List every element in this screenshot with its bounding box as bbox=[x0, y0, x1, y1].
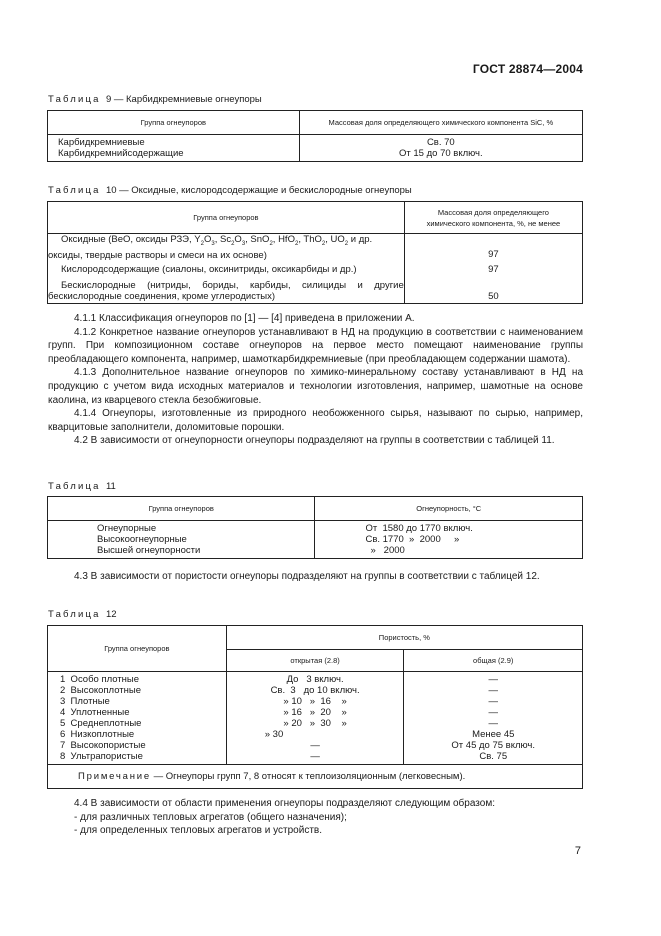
table9-caption bbox=[48, 94, 262, 105]
table11-caption bbox=[48, 481, 116, 492]
table10-row-oxygenfree: Бескислородные (нитриды, бориды, карбиды, силициды и другие бескислородные соединения, кроме углеродистых) bbox=[48, 280, 404, 303]
table12-row-group: 1 Особо плотные bbox=[48, 672, 227, 686]
document-id: ГОСТ 28874—2004 bbox=[472, 62, 583, 76]
table9-label: Таблица bbox=[48, 94, 101, 105]
table11 bbox=[47, 496, 583, 559]
table12-note bbox=[48, 764, 583, 788]
paragraph-4-4: 4.4 В зависимости от области применения огнеупоры подразделяют следующим образом: bbox=[74, 798, 495, 809]
paragraph-4-1-1: 4.1.1 Классификация огнеупоров по [1] — [4] приведена в приложении А. bbox=[74, 313, 415, 324]
section-4-3 bbox=[48, 570, 583, 584]
table12-header-porosity: Пористость, % bbox=[226, 626, 582, 650]
table12-row-open: » 20 » 30 » bbox=[226, 718, 404, 729]
section-4-4 bbox=[48, 797, 583, 838]
table10-row-value: 97 bbox=[404, 261, 582, 279]
table12-row-total: Св. 75 bbox=[404, 751, 583, 764]
paragraph-4-3: 4.3 В зависимости от пористости огнеупоры подразделяют на группы в соответствии с таблицей 12. bbox=[74, 571, 540, 582]
table12-row-total: — bbox=[404, 696, 583, 707]
table12-row-open: » 30 bbox=[226, 729, 404, 740]
paragraph-4-1-3: 4.1.3 Дополнительное название огнеупоров по химико-минеральному составу устанавливают в НД на продукцию с учетом вида исходных материалов и технологии изготовления, например, шамотные на основе каолина, из кварцевого стекла безобжиговые. bbox=[48, 367, 583, 406]
table11-row-group: Высокоогнеупорные bbox=[48, 534, 315, 545]
list-item: - для различных тепловых агрегатов (общего назначения); bbox=[74, 811, 347, 823]
table10-row-value: 97 bbox=[404, 234, 582, 261]
table9-header-group: Группа огнеупоров bbox=[48, 111, 300, 135]
table11-header-group: Группа огнеупоров bbox=[48, 497, 315, 521]
paragraph-4-1-2: 4.1.2 Конкретное название огнеупоров устанавливают в НД на продукцию в соответствии с наименованием групп. При композиционном составе огнеупоров на первое место помещают наименование группы преобладающего компонента, например, шамоткарбидкремниевые (при преобладающем содержании шамота). bbox=[48, 326, 583, 365]
table10-header-share: Массовая доля определяющего химического компонента, %, не менее bbox=[404, 202, 582, 234]
table11-row-value: Св. 1770 » 2000 » bbox=[315, 534, 583, 545]
table12-row-open: » 16 » 20 » bbox=[226, 707, 404, 718]
section-4-1 bbox=[48, 312, 583, 448]
paragraph-4-1-4: 4.1.4 Огнеупоры, изготовленные из природного необожженного сырья, называют по сырью, например, кварцитовые заполнители, доломитовые порошки. bbox=[48, 408, 583, 433]
table12-row-total: От 45 до 75 включ. bbox=[404, 740, 583, 751]
table12-row-open: — bbox=[226, 740, 404, 751]
table12-caption bbox=[48, 609, 117, 620]
table10 bbox=[47, 201, 583, 304]
table12-row-total: — bbox=[404, 718, 583, 729]
table11-row-group: Огнеупорные bbox=[48, 521, 315, 535]
table12-row-total: — bbox=[404, 707, 583, 718]
table9-row-group: Карбидкремниевые bbox=[48, 135, 300, 149]
table12-header-group: Группа огнеупоров bbox=[48, 626, 227, 672]
list-item: - для определенных тепловых агрегатов и устройств. bbox=[74, 825, 322, 837]
paragraph-4-2: 4.2 В зависимости от огнеупорности огнеупоры подразделяют на группы в соответствии с таблицей 11. bbox=[74, 435, 555, 447]
table12-note-text: — Огнеупоры групп 7, 8 относят к теплоизоляционным (легковесным). bbox=[153, 770, 466, 782]
table12-row-total: — bbox=[404, 685, 583, 696]
table11-row-value: От 1580 до 1770 включ. bbox=[315, 521, 583, 535]
table12-header-open: открытая (2.8) bbox=[226, 650, 404, 672]
table12-row-open: До 3 включ. bbox=[226, 672, 404, 686]
table9-title: 9 — Карбидкремниевые огнеупоры bbox=[105, 94, 262, 105]
table12-row-open: » 10 » 16 » bbox=[226, 696, 404, 707]
table9-row-value: Св. 70 bbox=[299, 135, 582, 149]
table12-row-group: 6 Низкоплотные bbox=[48, 729, 227, 740]
table12-label: Таблица bbox=[48, 609, 101, 620]
table12-row-total: Менее 45 bbox=[404, 729, 583, 740]
table12-row-group: 8 Ультрапористые bbox=[48, 751, 227, 764]
table9-row-group: Карбидкремнийсодержащие bbox=[48, 148, 300, 161]
table12-row-group: 2 Высокоплотные bbox=[48, 685, 227, 696]
table11-label: Таблица bbox=[48, 481, 101, 492]
table11-title: 11 bbox=[105, 481, 116, 492]
table11-header-refractoriness: Огнеупорность, °С bbox=[315, 497, 583, 521]
table10-caption bbox=[48, 185, 412, 196]
table11-row-value: » 2000 bbox=[315, 545, 583, 558]
table10-row-value: 50 bbox=[404, 279, 582, 304]
page-number: 7 bbox=[574, 845, 581, 857]
table10-row-oxide: Оксидные (BeO, оксиды РЗЭ, $Y_2O_3$, $Sc_2O_3$, SnO$_2$, HfO$_2$, ThO$_2$, $UO_2$ и др. оксиды, твердые растворы и смеси на их основе) bbox=[48, 234, 405, 261]
table12-row-open: Св. 3 до 10 включ. bbox=[226, 685, 404, 696]
table12-row-open: — bbox=[226, 751, 404, 764]
table12-header-total: общая (2.9) bbox=[404, 650, 583, 672]
table12-note-label: Примечание bbox=[78, 770, 151, 782]
table12-title: 12 bbox=[105, 609, 117, 620]
table9-row-value: От 15 до 70 включ. bbox=[299, 148, 582, 161]
table12-row-group: 4 Уплотненные bbox=[48, 707, 227, 718]
table10-title: 10 — Оксидные, кислородсодержащие и бескислородные огнеупоры bbox=[105, 185, 412, 196]
table12-row-group: 5 Среднеплотные bbox=[48, 718, 227, 729]
table12-row-group: 7 Высокопористые bbox=[48, 740, 227, 751]
table9-header-share: Массовая доля определяющего химического компонента SiC, % bbox=[299, 111, 582, 135]
table12 bbox=[47, 625, 583, 789]
table10-label: Таблица bbox=[48, 185, 101, 196]
table10-header-group: Группа огнеупоров bbox=[48, 202, 405, 234]
table9 bbox=[47, 110, 583, 162]
table10-row-oxygen: Кислородсодержащие (сиалоны, оксинитриды, оксикарбиды и др.) bbox=[48, 261, 405, 279]
table12-row-total: — bbox=[404, 672, 583, 686]
table12-row-group: 3 Плотные bbox=[48, 696, 227, 707]
table11-row-group: Высшей огнеупорности bbox=[48, 545, 315, 558]
